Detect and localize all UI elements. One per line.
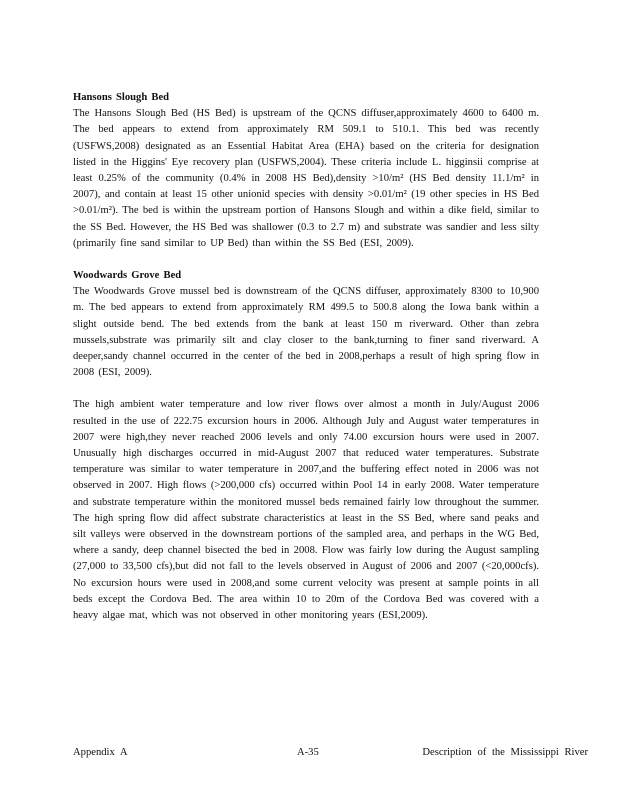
footer-page-number: A-35 xyxy=(297,747,319,758)
section-heading: Hansons Slough Bed xyxy=(73,92,170,103)
section-hansons-slough xyxy=(73,90,539,252)
section-paragraph: The Hansons Slough Bed (HS Bed) is upstream of the QCNS diffuser,approximately 4600 to 6400 m. The bed appears to extend from approximately RM 509.1 to 510.1. This bed was recently (USFWS,2008) designated as an Essential Habitat Area (EHA) based on the criteria for designation listed in the Higgins' Eye recovery plan (USFWS,2004). These criteria include L. higginsii comprise at least 0.25% of the community (0.4% in 2008 HS Bed),density >10/m² (HS Bed density 11.1/m² in 2007), and contain at least 15 other unionid species with density >0.01/m² (19 other species in HS Bed >0.01/m²). The bed is within the upstream portion of Hansons Slough and within a dike field, similar to the SS Bed. However, the HS Bed was shallower (0.3 to 2.7 m) and substrate was sandier and less silty (primarily fine sand similar to UP Bed) than within the SS Bed (ESI, 2009). xyxy=(73,108,539,249)
paragraph-gap xyxy=(73,252,539,268)
section-heading: Woodwards Grove Bed xyxy=(73,270,182,282)
section-paragraph: The Woodwards Grove mussel bed is downstream of the QCNS diffuser, approximately 8300 to 10,900 m. The bed appears to extend from approximately RM 499.5 to 500.8 along the Iowa bank within a slight outside bend. The bed extends from the bank at least 150 m riverward. Other than zebra mussels,substrate was primarily silt and clay closer to the bank,turning to finer sand riverward. A deeper,sandy channel occurred in the center of the bed in 2008,perhaps a result of high spring flow in 2008 (ESI, 2009). xyxy=(73,286,539,379)
footer-section-title: Description of the Mississippi River xyxy=(422,747,588,758)
section-woodwards-grove xyxy=(73,268,539,381)
footer-appendix-label: Appendix A xyxy=(73,747,128,758)
page-body xyxy=(73,90,539,624)
section-paragraph: The high ambient water temperature and low river flows over almost a month in July/August 2006 resulted in the use of 222.75 excursion hours in 2006. Although July and August water temperatures in 2007 were high,they never reached 2006 levels and only 74.00 excursion hours were used in 2007. Unusually high discharges occurred in mid-August 2007 that reduced water temperatures. Substrate temperature was similar to water temperature in 2007,and the buffering effect noted in 2006 was not observed in 2007. High flows (>200,000 cfs) occurred within Pool 14 in early 2008. Water temperature and substrate temperature within the monitored mussel beds remained fairly low throughout the summer. The high spring flow did affect substrate characteristics at least in the SS Bed, where sand peaks and silt valleys were observed in the downstream portions of the sampled area, and perhaps in the WG Bed, where a sandy, deep channel bisected the bed in 2008. Flow was fairly low during the August sampling (27,000 to 33,500 cfs),but did not fall to the levels observed in August of 2006 and 2007 (<20,000cfs). No excursion hours were used in 2008,and some current velocity was present at sample points in all beds except the Cordova Bed. The area within 10 to 20m of the Cordova Bed was covered with a heavy algae mat, which was not observed in other monitoring years (ESI,2009). xyxy=(73,399,539,622)
section-temperature-flow xyxy=(73,397,539,624)
page-footer xyxy=(73,747,588,763)
paragraph-gap xyxy=(73,381,539,397)
